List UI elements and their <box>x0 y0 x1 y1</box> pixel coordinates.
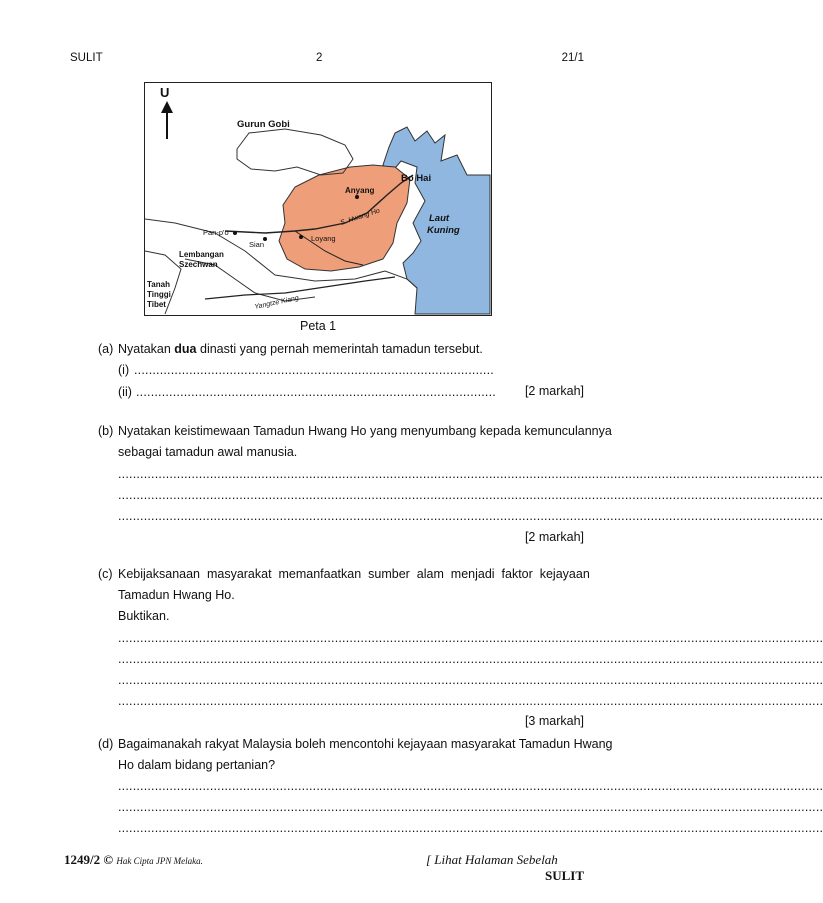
label-loyang: Loyang <box>311 234 336 243</box>
question-b-mark: [2 markah] <box>524 530 584 544</box>
label-yangtze: Yangtze Kiang <box>253 294 300 311</box>
map-figure <box>144 82 492 316</box>
question-d-letter: (d) <box>98 737 114 751</box>
question-b-line1: Nyatakan keistimewaan Tamadun Hwang Ho yang menyumbang kepada kemunculannya <box>118 424 612 438</box>
label-tanah: Tanah <box>147 280 170 289</box>
question-d-line1: Bagaimanakah rakyat Malaysia boleh mencontohi kejayaan masyarakat Tamadun Hwang <box>118 737 613 751</box>
answer-line[interactable]: ................................................................................................................................................................................................ <box>118 631 823 645</box>
label-laut: Laut <box>429 213 450 224</box>
yangtze-river <box>205 277 395 299</box>
label-anyang: Anyang <box>345 186 375 195</box>
answer-line[interactable]: ................................................................................................................................................................................................ <box>118 821 823 835</box>
answer-line[interactable]: ................................................................................................................................................................................................ <box>118 652 823 666</box>
question-b-line2: sebagai tamadun awal manusia. <box>118 445 298 459</box>
label-sian: Sian <box>249 240 265 249</box>
label-kuning: Kuning <box>427 225 460 236</box>
question-d-line2: Ho dalam bidang pertanian? <box>118 758 276 772</box>
answer-line[interactable]: ................................................................................................................................................................................................ <box>118 467 823 481</box>
label-lembangan: Lembangan <box>179 250 224 259</box>
question-c-letter: (c) <box>98 567 113 581</box>
question-a-ii-label: (ii) <box>118 385 132 399</box>
panpo-dot <box>233 231 237 235</box>
question-a-letter: (a) <box>98 342 114 356</box>
answer-line[interactable]: .................................................................................................. <box>136 385 496 399</box>
question-b-letter: (b) <box>98 424 114 438</box>
label-gurun-gobi: Gurun Gobi <box>237 119 290 130</box>
answer-line[interactable]: ................................................................................................................................................................................................ <box>118 509 823 523</box>
map-svg <box>145 83 490 314</box>
copyright-symbol: © <box>103 852 114 867</box>
label-szechwan: Szechwan <box>179 260 218 269</box>
gobi-outline <box>237 129 353 175</box>
map-caption: Peta 1 <box>300 319 337 333</box>
label-hwang-ho: S. Hwang Ho <box>339 207 381 227</box>
loyang-dot <box>299 235 303 239</box>
answer-line[interactable]: ................................................................................................................................................................................................ <box>118 673 823 687</box>
footer-code: 1249/2 © Hak Cipta JPN Melaka. <box>64 852 203 867</box>
label-tibet: Tibet <box>147 300 166 309</box>
answer-line[interactable]: ................................................................................................................................................................................................ <box>118 694 823 708</box>
answer-line[interactable]: ................................................................................................................................................................................................ <box>118 800 823 814</box>
page-number: 2 <box>316 52 323 64</box>
question-a-mark: [2 markah] <box>524 384 584 398</box>
header-right: 21/1 <box>561 52 584 64</box>
label-panpo: Pan-p'o <box>203 228 229 237</box>
copyright-text: Hak Cipta JPN Melaka. <box>116 856 203 866</box>
answer-line[interactable]: ................................................................................................................................................................................................ <box>118 779 823 793</box>
question-a-text: Nyatakan dua dinasti yang pernah memerintah tamadun tersebut. <box>118 342 483 356</box>
answer-line[interactable]: ................................................................................................................................................................................................ <box>118 488 823 502</box>
next-page-note: [ Lihat Halaman Sebelah <box>426 852 558 867</box>
north-label: U <box>160 85 170 100</box>
header-left: SULIT <box>70 52 103 64</box>
anyang-dot <box>355 195 359 199</box>
question-c-line3: Buktikan. <box>118 609 170 623</box>
label-tinggi: Tinggi <box>147 290 171 299</box>
question-c-line1: Kebijaksanaan masyarakat memanfaatkan sumber alam menjadi faktor kejayaan <box>118 567 590 581</box>
label-bo-hai: Bo Hai <box>401 173 432 184</box>
footer-sulit: SULIT <box>544 868 584 883</box>
north-arrow-head <box>161 101 173 113</box>
question-c-mark: [3 markah] <box>524 714 584 728</box>
question-a-i-label: (i) <box>118 363 130 377</box>
answer-line[interactable]: .................................................................................................. <box>134 363 494 377</box>
question-c-line2: Tamadun Hwang Ho. <box>118 588 235 602</box>
